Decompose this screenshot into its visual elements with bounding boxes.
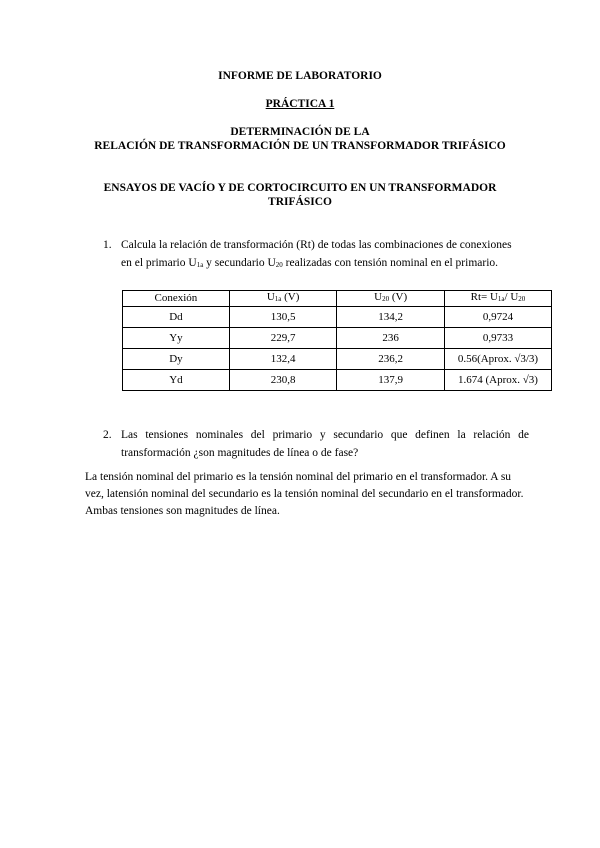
h-u1-prefix: U bbox=[266, 291, 275, 303]
results-table bbox=[122, 290, 552, 391]
cell-u1: 229,7 bbox=[229, 328, 337, 349]
table-row bbox=[123, 349, 552, 370]
h-u2-prefix: U bbox=[374, 291, 383, 303]
table-row bbox=[123, 328, 552, 349]
cell-rt: 0,9733 bbox=[444, 328, 551, 349]
cell-u2: 236 bbox=[337, 328, 445, 349]
table-header-row bbox=[123, 291, 552, 307]
question-1-number: 1. bbox=[103, 239, 112, 251]
h-rt-prefix: Rt= U bbox=[470, 291, 498, 303]
practice-text: PRÁCTICA 1 bbox=[265, 98, 335, 110]
cell-conexion: Yy bbox=[123, 328, 230, 349]
question-1-line-2 bbox=[121, 254, 529, 274]
cell-conexion: Dy bbox=[123, 349, 230, 370]
cell-rt: 0.56(Aprox. √3/3) bbox=[444, 349, 551, 370]
subtitle-line-1: ENSAYOS DE VACÍO Y DE CORTOCIRCUITO EN UN TRANSFORMADOR bbox=[103, 182, 497, 194]
h-u1-suffix: (V) bbox=[281, 291, 300, 303]
cell-conexion: Yd bbox=[123, 370, 230, 391]
h-u1-sub: 1a bbox=[274, 295, 282, 303]
table-row bbox=[123, 307, 552, 328]
cell-u2: 236,2 bbox=[337, 349, 445, 370]
cell-u1: 130,5 bbox=[229, 307, 337, 328]
q1-text-b: y secundario U bbox=[203, 257, 276, 269]
question-2 bbox=[103, 426, 533, 466]
h-rt-sub1: 1a bbox=[497, 295, 505, 303]
h-u2-suffix: (V) bbox=[389, 291, 408, 303]
question-1-text bbox=[121, 236, 529, 274]
h-u2-sub: 20 bbox=[382, 295, 390, 303]
question-2-text: Las tensiones nominales del primario y secundario que definen la relación de transformación ¿son magnitudes de línea o de fase? bbox=[121, 429, 529, 459]
q1-sub-1a: 1a bbox=[196, 261, 204, 269]
cell-rt: 0,9724 bbox=[444, 307, 551, 328]
cell-u2: 137,9 bbox=[337, 370, 445, 391]
title-line-1: DETERMINACIÓN DE LA bbox=[230, 126, 370, 138]
h-rt-mid: / U bbox=[504, 291, 519, 303]
practice-label bbox=[0, 98, 600, 110]
question-2-number: 2. bbox=[103, 429, 112, 441]
cell-conexion: Dd bbox=[123, 307, 230, 328]
header-conexion: Conexión bbox=[123, 291, 230, 307]
cell-u2: 134,2 bbox=[337, 307, 445, 328]
report-title: INFORME DE LABORATORIO bbox=[218, 70, 382, 82]
cell-u1: 132,4 bbox=[229, 349, 337, 370]
cell-u1: 230,8 bbox=[229, 370, 337, 391]
cell-rt: 1.674 (Aprox. √3) bbox=[444, 370, 551, 391]
q1-text-a: en el primario U bbox=[121, 257, 197, 269]
q1-sub-20: 20 bbox=[275, 261, 283, 269]
question-1 bbox=[103, 236, 533, 276]
q1-text-c: realizadas con tensión nominal en el primario. bbox=[282, 257, 499, 269]
subtitle-line-2: TRIFÁSICO bbox=[268, 196, 332, 208]
title-line-2: RELACIÓN DE TRANSFORMACIÓN DE UN TRANSFORMADOR TRIFÁSICO bbox=[94, 140, 506, 152]
header-u2 bbox=[337, 291, 445, 307]
header-rt bbox=[444, 291, 551, 307]
question-1-line-1: Calcula la relación de transformación (Rt) de todas las combinaciones de conexiones bbox=[121, 239, 512, 251]
table-row bbox=[123, 370, 552, 391]
header-u1 bbox=[229, 291, 337, 307]
h-rt-sub2: 20 bbox=[518, 295, 526, 303]
answer-paragraph: La tensión nominal del primario es la tensión nominal del primario en el transformador. A su vez, latensión nominal del secundario es la tensión nominal del secundario en el transformador. Ambas tensiones son magnitudes de línea. bbox=[85, 471, 524, 517]
